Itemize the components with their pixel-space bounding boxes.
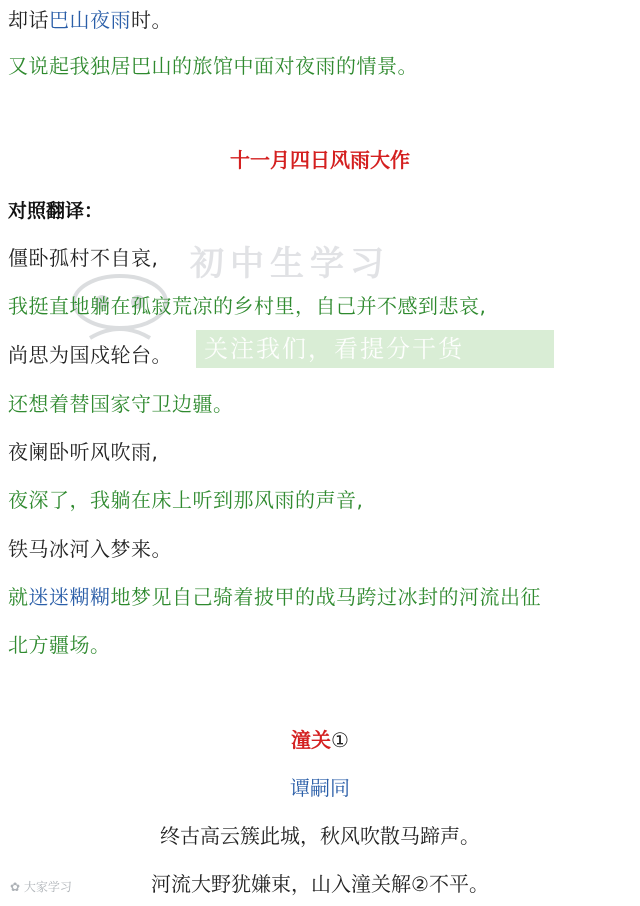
poem-1-verse-4-original: 铁马冰河入梦来。: [8, 537, 172, 561]
line-1-part-b: 巴山夜雨: [49, 8, 131, 32]
line-1-part-a: 却话: [8, 8, 49, 32]
poem-1-verse-2-original: 尚思为国戍轮台。: [8, 343, 172, 367]
poem-1-verse-1-original: 僵卧孤村不自哀,: [8, 246, 159, 270]
poem-2-title: [0, 726, 640, 754]
poem-1-verse-3-translation: 夜深了，我躺在床上听到那风雨的声音,: [8, 488, 364, 512]
verse-4-translation-part-b: 迷迷糊糊: [28, 585, 111, 609]
poem-1-verse-4-translation: [8, 583, 541, 611]
corner-watermark: [10, 878, 72, 895]
poem-1-verse-1-translation: 我挺直地躺在孤寂荒凉的乡村里，自己并不感到悲哀,: [8, 294, 487, 318]
line-2-translation: 又说起我独居巴山的旅馆中面对夜雨的情景。: [8, 54, 418, 78]
line-1-part-c: 时。: [131, 8, 172, 32]
poem-2-title-text: 潼关: [291, 728, 332, 752]
watermark-band-text: 关注我们，看提分干货: [204, 335, 464, 363]
poem-1-verse-4-translation-cont: 北方疆场。: [8, 633, 111, 657]
watermark-top-text: 初中生学习: [190, 244, 390, 284]
poem-2-verse-1: 终古高云簇此城，秋风吹散马蹄声。: [160, 824, 480, 848]
corner-watermark-text: 大家学习: [23, 880, 72, 894]
poem-2-author: 谭嗣同: [290, 776, 350, 800]
section-heading: 对照翻译：: [8, 200, 104, 222]
poem-2-verse-2: 河流大野犹嫌束，山入潼关解②不平。: [151, 872, 489, 896]
poem-1-verse-3-original: 夜阑卧听风吹雨,: [8, 440, 159, 464]
verse-4-translation-part-c: 地梦见自己骑着披甲的战马跨过冰封的河流出征: [110, 585, 541, 609]
verse-4-translation-part-a: 就: [8, 585, 29, 609]
poem-1-title: 十一月四日风雨大作: [230, 148, 410, 172]
poem-1-verse-2-translation: 还想着替国家守卫边疆。: [8, 392, 234, 416]
weibo-icon: ✿: [10, 880, 21, 894]
poem-2-title-note: ①: [331, 728, 349, 752]
line-1: [8, 6, 172, 34]
